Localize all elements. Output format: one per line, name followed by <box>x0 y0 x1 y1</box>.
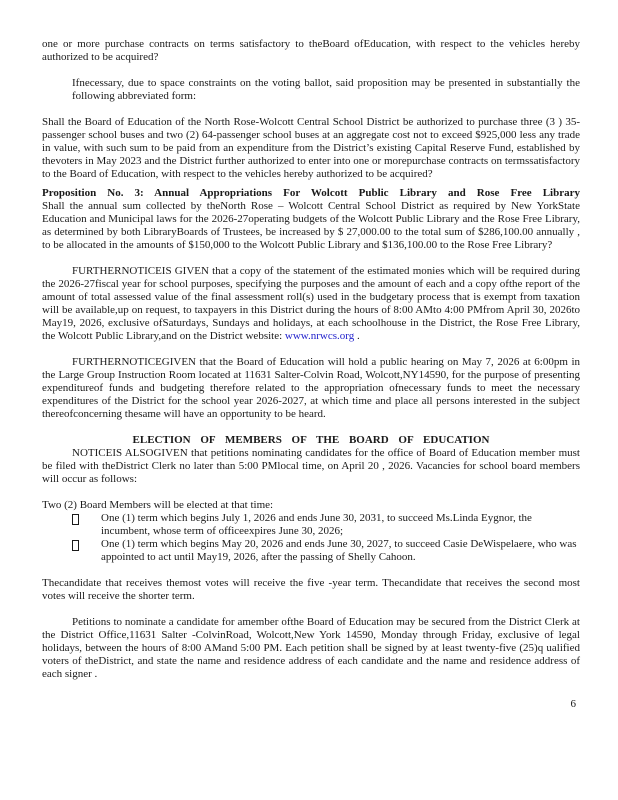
paragraph-library-appropriation: Shall the annual sum collected by theNorth Rose – Wolcott Central School District as required by New YorkState Education and Municipal laws for the 2026-27operating budgets of the Wolcott Public Library and the Rose Free Library, as determined by both LibraryBoards of Trustees, be increased by $ 27,000.00 to the total sum of $286,100.00 annually , to be allocated in the amounts of $150,000 to the Wolcott Public Library and $136,100.00 to the Rose Free Library? <box>42 200 580 251</box>
paragraph-petitions-secured: Petitions to nominate a candidate for amember ofthe Board of Education may be secured from the District Clerk at the District Office,11631 Salter -ColvinRoad, Wolcott,New York 14590, Monday through Friday, exclusive of legal holidays, between the hours of 8:00 AMand 5:00 PM. Each petition shall be signed by at least twenty-five (25)q ualified voters of theDistrict, and state the name and residence address of each candidate and the name and residence address of each signer . <box>42 616 580 680</box>
paragraph-further-notice-statement <box>42 265 580 343</box>
board-terms-list <box>42 512 580 564</box>
district-website-link[interactable]: www.nrwcs.org <box>284 330 355 342</box>
paragraph-term-lengths: Thecandidate that receives themost votes will receive the five -year term. Thecandidate that receives the second most votes will receive the shorter term. <box>42 577 580 602</box>
list-item-text: One (1) term which begins May 20, 2026 and ends June 30, 2027, to succeed Casie DeWispelaere, who was appointed to act until May19, 2026, after the passing of Shelly Cahoon. <box>101 538 577 563</box>
heading-election-of-members: ELECTION OF MEMBERS OF THE BOARD OF EDUCATION <box>132 434 490 446</box>
heading-proposition-3: Proposition No. 3: Annual Appropriations For Wolcott Public Library and Rose Free Library <box>42 187 580 199</box>
paragraph-if-necessary: Ifnecessary, due to space constraints on the voting ballot, said proposition may be presented in substantially the following abbreviated form: <box>72 77 580 102</box>
notice-statement-text: FURTHERNOTICEIS GIVEN that a copy of the statement of the estimated monies which will be required during the 2026-27fiscal year for school purposes, specifying the purposes and the amount of each and a copy ofthe report of the amount of total assessed value of the final assessment roll(s) used in the budgetary process that is exempt from taxation will be available,up on request, to taxpayers in this District during the hours of 8:00 AMto 4:00 PMfrom April 30, 2026to May19, 2026, exclusive ofSaturdays, Sundays and holidays, at each schoolhouse in the District, the Rose Free Library, the Wolcott Public Library,and on the District website: <box>42 265 580 342</box>
empty-box-bullet-icon <box>72 540 79 551</box>
page-number: 6 <box>570 698 576 710</box>
notice-statement-period: . <box>354 330 360 342</box>
paragraph-bus-proposition-text: Shall the Board of Education of the North Rose-Wolcott Central School District be authorized to purchase three (3 ) 35-passenger school buses and two (2) 64-passenger school buses at an aggregate cost not to exceed $925,000 less any trade in value, with such sum to be paid from an expenditure from the District’s existing Capital Reserve Fund, established by thevoters in May 2023 and the District further authorized to enter into one or morepurchase contracts on termssatisfactory to the Board of Education, with respect to the vehicles hereby authorized to be acquired? <box>42 116 580 180</box>
list-item-text: One (1) term which begins July 1, 2026 and ends June 30, 2031, to succeed Ms.Linda Eygnor, the incumbent, whose term of officeexpires June 30, 2026; <box>101 512 532 537</box>
paragraph-two-board-members: Two (2) Board Members will be elected at that time: <box>42 499 274 511</box>
paragraph-public-hearing: FURTHERNOTICEGIVEN that the Board of Education will hold a public hearing on May 7, 2026 at 6:00pm in the Large Group Instruction Room located at 11631 Salter-Colvin Road, Wolcott,NY14590, for the purpose of presenting expenditureof funds and budgeting therefore related to the appropriation ofnecessary funds to meet the necessary expenditures of the District for the school year 2026-2027, at which time and place all persons interested in the subject thereofconcerning thesame will have an opportunity to be heard. <box>42 356 580 420</box>
empty-box-bullet-icon <box>72 514 79 525</box>
paragraph-nominating-petitions: NOTICEIS ALSOGIVEN that petitions nominating candidates for the office of Board of Education member must be filed with theDistrict Clerk no later than 5:00 PMlocal time, on April 20 , 2026. Vacancies for school board members will occur as follows: <box>42 447 580 485</box>
paragraph-bus-contracts-continuation: one or more purchase contracts on terms satisfactory to theBoard ofEducation, with respect to the vehicles hereby authorized to be acquired? <box>42 38 580 63</box>
list-item <box>72 512 580 538</box>
list-item <box>72 538 580 564</box>
